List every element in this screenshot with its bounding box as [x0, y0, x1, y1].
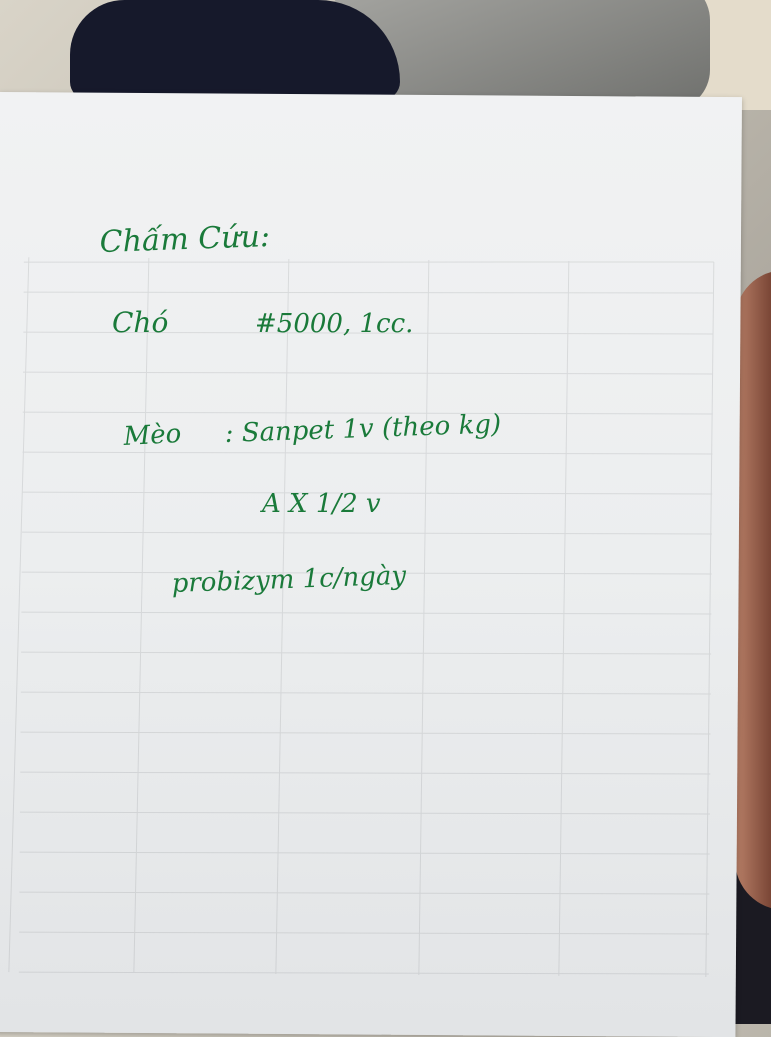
note-line-dog-label: Chó	[112, 306, 169, 339]
note-title: Chấm Cứu:	[99, 219, 271, 260]
note-line-cat-dose: : Sanpet 1v (theo kg)	[224, 409, 502, 449]
note-line-dog-dose: #5000, 1cc.	[255, 309, 414, 339]
note-line-cat-label: Mèo	[122, 419, 182, 452]
note-line-ax: A X 1/2 v	[262, 489, 381, 519]
note-line-probizym: probizym 1c/ngày	[171, 560, 407, 599]
